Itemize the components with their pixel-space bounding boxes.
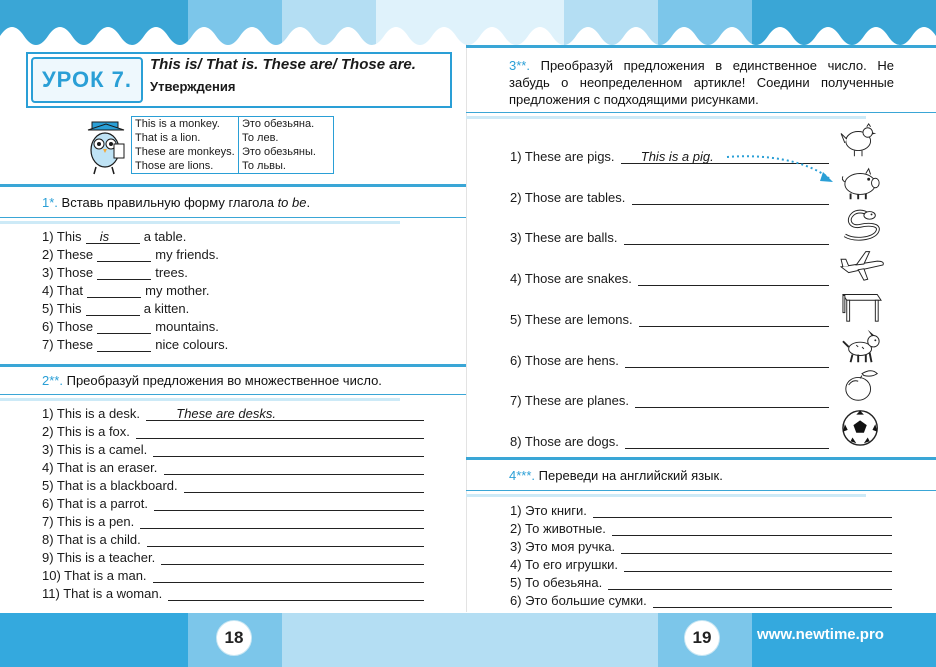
answer-line[interactable] <box>184 492 424 493</box>
answer-line[interactable] <box>624 244 829 245</box>
lesson-subtitle: Утверждения <box>150 79 236 94</box>
ex1-number: 1*. <box>42 195 58 210</box>
ex1-item-start: 1) This <box>42 229 82 244</box>
ex2-item: 6) That is a parrot. <box>42 496 148 511</box>
plane-icon[interactable] <box>838 244 886 284</box>
ex4-item: 1) Это книги. <box>510 503 587 518</box>
section-divider <box>0 184 466 187</box>
phrase-ru: То львы. <box>242 160 286 172</box>
answer-line[interactable] <box>638 285 829 286</box>
ex1-item-start: 4) That <box>42 283 83 298</box>
ex2-item: 11) That is a woman. <box>42 586 163 601</box>
ex2-item: 9) This is a teacher. <box>42 550 156 565</box>
answer-line[interactable] <box>153 456 424 457</box>
ex2-item: 4) That is an eraser. <box>42 460 158 475</box>
answer-blank[interactable] <box>86 243 140 244</box>
ex1-item-end: my mother. <box>145 283 210 298</box>
ex4-item: 4) То его игрушки. <box>510 557 619 572</box>
ex3-item: 7) These are planes. <box>510 393 629 409</box>
connector-arrow <box>725 150 837 190</box>
page-number-right: 19 <box>684 620 720 656</box>
answer-blank[interactable] <box>87 297 141 298</box>
answer-line[interactable] <box>154 510 424 511</box>
ex1-item-end: nice colours. <box>155 337 229 352</box>
phrase-en: Those are lions. <box>135 160 214 172</box>
footer-stripe <box>282 613 470 667</box>
ex2-item: 8) That is a child. <box>42 532 141 547</box>
website-link[interactable]: www.newtime.pro <box>757 626 884 643</box>
ex1-item-end: a kitten. <box>143 301 190 316</box>
lesson-label: УРОК 7. <box>31 57 143 103</box>
section-divider <box>466 45 936 48</box>
answer-line[interactable] <box>593 517 892 518</box>
answer-line[interactable] <box>153 582 424 583</box>
answer-line[interactable] <box>140 528 424 529</box>
ex2-item: 3) This is a camel. <box>42 442 148 457</box>
ex2-number: 2**. <box>42 373 63 388</box>
ex3-answer: This is a pig. <box>640 149 714 164</box>
ex2-instruction: Преобразуй предложения во множественное число. <box>66 373 382 388</box>
ex4-item: 2) То животные. <box>510 521 606 536</box>
ex3-item: 5) These are lemons. <box>510 311 633 327</box>
ex3-item: 2) Those are tables. <box>510 189 626 205</box>
ex1-item-start: 7) These <box>42 337 94 352</box>
section-divider <box>0 221 400 224</box>
hen-icon[interactable] <box>838 122 886 162</box>
answer-line[interactable] <box>653 607 892 608</box>
section-divider <box>0 364 466 367</box>
section-divider <box>466 494 866 497</box>
answer-line[interactable] <box>639 326 829 327</box>
ex4-title <box>509 468 723 483</box>
page-number-left: 18 <box>216 620 252 656</box>
answer-line[interactable] <box>632 204 829 205</box>
ex3-title <box>509 57 894 108</box>
ex1-instruction: Вставь правильную форму глагола <box>61 195 278 210</box>
phrase-en: That is a lion. <box>135 132 201 144</box>
ex3-item: 1) These are pigs. <box>510 149 615 164</box>
ex2-item: 1) This is a desk. <box>42 406 141 421</box>
owl-mascot-icon <box>84 120 128 176</box>
table-icon[interactable] <box>838 285 886 325</box>
ex2-item: 5) That is a blackboard. <box>42 478 178 493</box>
answer-blank[interactable] <box>86 315 140 316</box>
ex1-item-start: 6) Those <box>42 319 94 334</box>
snake-icon[interactable] <box>838 203 886 243</box>
ex1-instruction-em: to be <box>277 195 307 210</box>
answer-blank[interactable] <box>97 261 151 262</box>
answer-line[interactable] <box>625 367 829 368</box>
phrase-en: These are monkeys. <box>135 146 235 158</box>
answer-line[interactable] <box>168 600 424 601</box>
ex1-title <box>42 195 310 210</box>
answer-blank[interactable] <box>97 333 151 334</box>
answer-blank[interactable] <box>97 351 151 352</box>
ex1-answer: is <box>99 229 110 244</box>
pig-icon[interactable] <box>838 163 886 203</box>
ex4-item: 5) То обезьяна. <box>510 575 603 590</box>
ex3-item: 8) Those are dogs. <box>510 433 619 449</box>
footer-stripe <box>470 613 658 667</box>
answer-line[interactable] <box>612 535 892 536</box>
phrase-en: This is a monkey. <box>135 118 220 130</box>
ex1-item-start: 2) These <box>42 247 94 262</box>
answer-line[interactable] <box>625 448 829 449</box>
phrase-table <box>131 116 334 174</box>
ex1-item-end: my friends. <box>155 247 219 262</box>
section-divider <box>466 116 866 119</box>
ex1-item-start: 3) Those <box>42 265 94 280</box>
ex2-item: 10) That is a man. <box>42 568 147 583</box>
answer-line[interactable] <box>147 546 424 547</box>
ex2-title <box>42 373 382 388</box>
phrase-ru: Это обезьяны. <box>242 146 316 158</box>
ex2-item: 7) This is a pen. <box>42 514 135 529</box>
phrase-ru: То лев. <box>242 132 279 144</box>
answer-line[interactable] <box>621 553 892 554</box>
section-divider <box>0 394 466 395</box>
ex4-instruction: Переведи на английский язык. <box>538 468 723 483</box>
ex2-item: 2) This is a fox. <box>42 424 130 439</box>
ex1-item-end: trees. <box>155 265 188 280</box>
section-divider <box>466 457 936 460</box>
lesson-title: This is/ That is. These are/ Those are. <box>150 56 416 73</box>
answer-blank[interactable] <box>97 279 151 280</box>
ex4-item: 6) Это большие сумки. <box>510 593 647 608</box>
ex3-item: 4) Those are snakes. <box>510 271 632 287</box>
answer-line[interactable] <box>635 407 829 408</box>
lemon-icon[interactable] <box>838 366 886 406</box>
answer-line[interactable] <box>164 474 424 475</box>
ex1-instruction-end: . <box>306 195 311 210</box>
section-divider <box>466 112 936 113</box>
ex1-item-end: mountains. <box>155 319 219 334</box>
ex1-item-start: 5) This <box>42 301 82 316</box>
ex4-item: 3) Это моя ручка. <box>510 539 616 554</box>
page-gutter <box>466 44 467 612</box>
answer-line[interactable] <box>608 589 892 590</box>
ball-icon[interactable] <box>838 407 886 447</box>
section-divider <box>0 217 466 218</box>
section-divider <box>0 398 400 401</box>
ex3-item: 3) These are balls. <box>510 230 618 246</box>
ex3-number: 3**. <box>509 58 530 73</box>
ex3-item: 6) Those are hens. <box>510 352 619 368</box>
answer-line[interactable] <box>161 564 424 565</box>
answer-line[interactable] <box>624 571 892 572</box>
ex1-item-end: a table. <box>143 229 187 244</box>
ex2-answer: These are desks. <box>176 406 276 421</box>
answer-line[interactable] <box>136 438 424 439</box>
ex3-instruction: Преобразуй предложения в единственное число. Не забудь о неопределенном артикле! Соедини полученные предложения с подходящими рисунками. <box>509 58 894 107</box>
dog-icon[interactable] <box>838 326 886 366</box>
ex4-number: 4***. <box>509 468 536 483</box>
section-divider <box>466 490 936 491</box>
phrase-ru: Это обезьяна. <box>242 118 315 130</box>
